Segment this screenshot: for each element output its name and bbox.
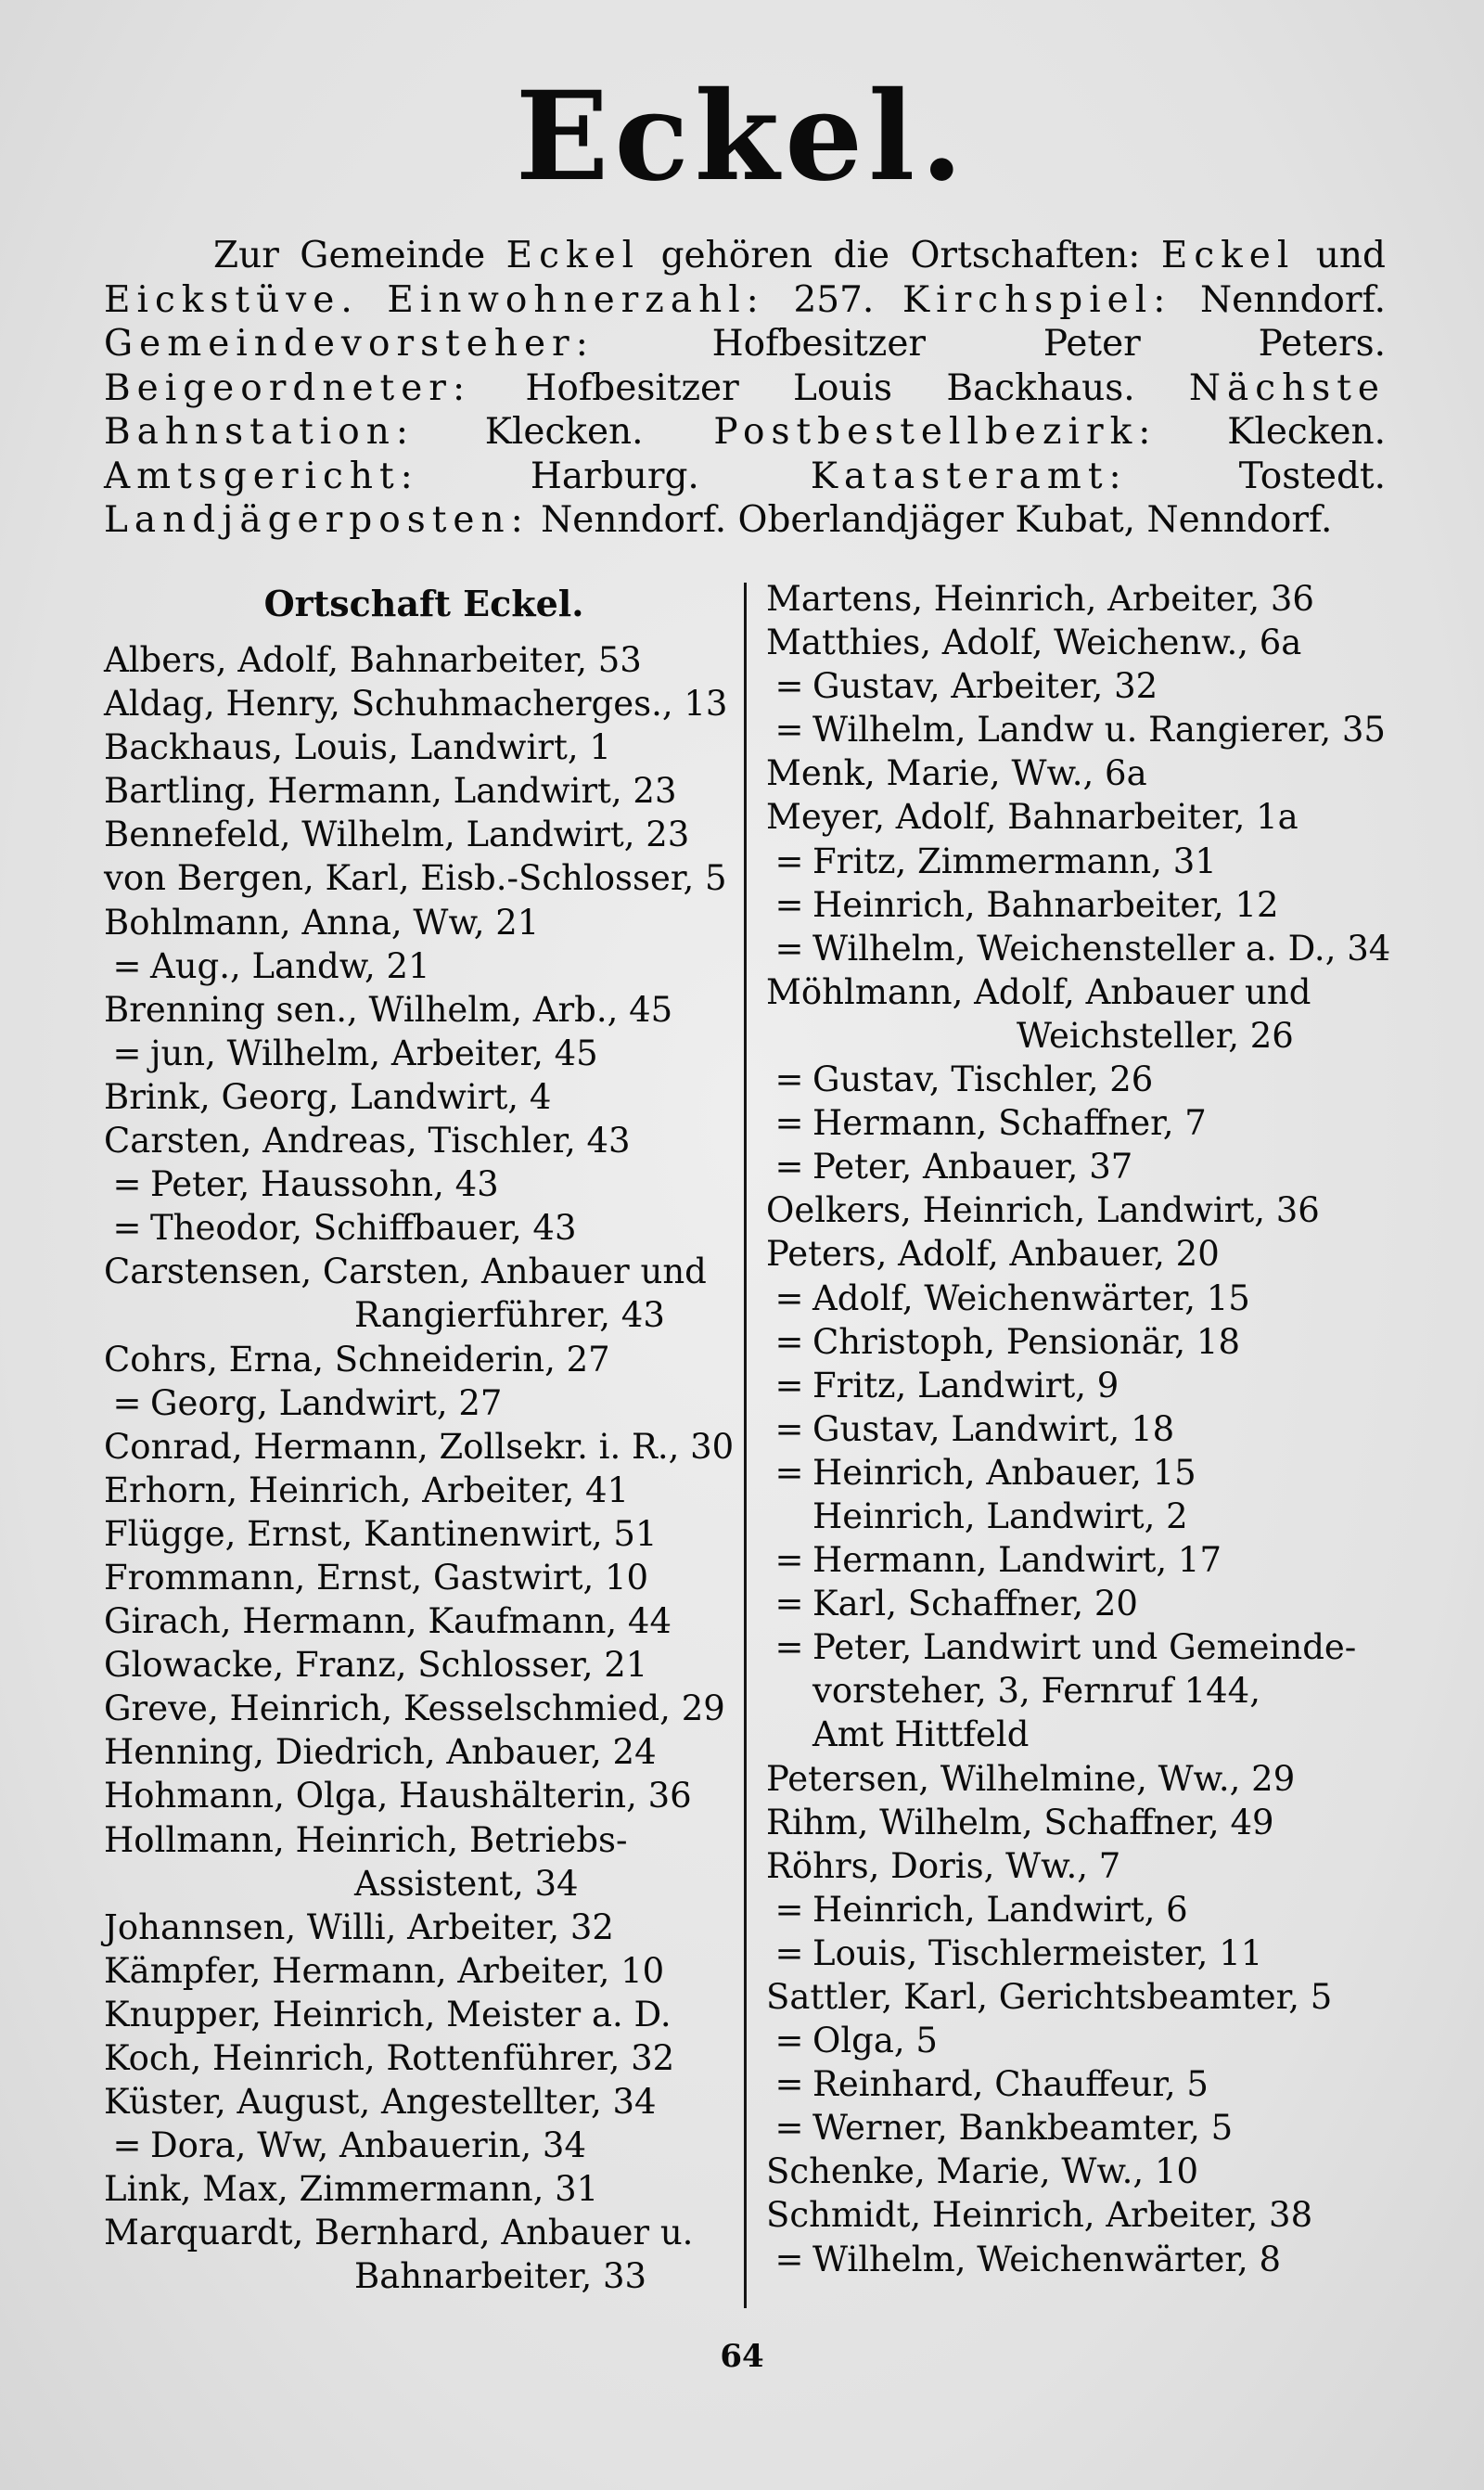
intro-spaced-term: Beigeordneter: (104, 366, 472, 409)
entry-text: jun, Wilhelm, Arbeiter, 45 (150, 1033, 598, 1073)
entry-text: Frommann, Ernst, Gastwirt, 10 (104, 1557, 649, 1598)
directory-entry (766, 1757, 1399, 1801)
intro-text-segment: Harburg. (418, 455, 811, 497)
directory-entry (104, 725, 744, 769)
directory-entry (104, 2080, 744, 2124)
ditto-mark: = (774, 1147, 804, 1187)
directory-entry (104, 682, 744, 725)
entry-text: Henning, Diedrich, Anbauer, 24 (104, 1732, 657, 1773)
ditto-mark: = (774, 1408, 804, 1449)
entry-text: Flügge, Ernst, Kantinenwirt, 51 (104, 1513, 658, 1554)
directory-entry (104, 1032, 744, 1075)
directory-entry (766, 2150, 1399, 2193)
directory-entry (104, 2036, 744, 2080)
ditto-mark: = (112, 945, 142, 986)
ditto-mark: = (774, 1627, 804, 1668)
intro-text-segment (359, 279, 388, 321)
entry-text: Cohrs, Erna, Schneiderin, 27 (104, 1339, 610, 1380)
entry-text: Hermann, Landwirt, 17 (812, 1540, 1222, 1581)
directory-entry (104, 1162, 744, 1206)
directory-entry (104, 1643, 744, 1687)
ditto-mark: = (774, 1321, 804, 1362)
ditto-mark: = (774, 1452, 804, 1493)
ditto-mark: = (774, 710, 804, 751)
entry-text: Heinrich, Anbauer, 15 (812, 1452, 1196, 1493)
entry-text: Aldag, Henry, Schuhmacherges., 13 (104, 684, 728, 725)
directory-entry (104, 1818, 744, 1862)
entry-text: Karl, Schaffner, 20 (812, 1584, 1138, 1624)
ditto-mark: = (112, 1164, 142, 1205)
directory-entry (766, 1364, 1399, 1407)
intro-spaced-term: Landjägerposten: (104, 499, 530, 541)
ditto-mark: = (774, 666, 804, 707)
entry-text: Carsten, Andreas, Tischler, 43 (104, 1121, 631, 1162)
directory-entry (766, 1538, 1399, 1582)
directory-entry (766, 1145, 1399, 1188)
directory-entry (766, 1888, 1399, 1932)
entry-text: Schenke, Marie, Ww., 10 (766, 2151, 1199, 2192)
entry-text: Gustav, Arbeiter, 32 (812, 666, 1158, 707)
directory-entry (104, 1250, 744, 1293)
ditto-mark: = (774, 2239, 804, 2279)
directory-entry (766, 708, 1399, 751)
directory-entry (766, 1407, 1399, 1451)
entry-text: Bennefeld, Wilhelm, Landwirt, 23 (104, 815, 690, 855)
intro-text-segment: Hofbesitzer Louis Backhaus. (471, 366, 1189, 409)
entry-text: Wilhelm, Weichensteller a. D., 34 (812, 928, 1391, 969)
intro-text-segment: gehören die Ortschaften: (640, 235, 1161, 276)
directory-entry (104, 1687, 744, 1730)
intro-spaced-term: Kirchspiel: (902, 278, 1172, 321)
entry-continuation (104, 2254, 744, 2298)
intro-spaced-term: Einwohnerzahl: (387, 278, 765, 321)
directory-entry (104, 1469, 744, 1512)
directory-entry (766, 795, 1399, 839)
entry-text: Oelkers, Heinrich, Landwirt, 36 (766, 1190, 1320, 1231)
directory-entry (766, 2062, 1399, 2106)
directory-entry (104, 2211, 744, 2254)
directory-entry (766, 2019, 1399, 2062)
intro-spaced-term: Eckel (505, 235, 641, 276)
entry-text: Koch, Heinrich, Rottenführer, 32 (104, 2038, 675, 2078)
intro-text-segment: Zur Gemeinde (213, 235, 506, 276)
directory-entry (766, 883, 1399, 927)
directory-entry (766, 2106, 1399, 2150)
entry-text: Olga, 5 (812, 2021, 938, 2061)
directory-entry (104, 1556, 744, 1599)
directory-entry (104, 1338, 744, 1381)
intro-spaced-term: Eickstüve. (104, 278, 359, 321)
entry-text: Menk, Marie, Ww., 6a (766, 753, 1147, 794)
entry-text: Adolf, Weichenwärter, 15 (812, 1277, 1250, 1318)
column-divider (744, 583, 747, 2308)
entry-continuation (104, 1862, 744, 1906)
directory-entry (766, 577, 1399, 621)
left-column (104, 577, 744, 2299)
directory-entry (104, 2167, 744, 2211)
intro-spaced-term: Eckel (1160, 235, 1296, 276)
entry-text: Girach, Hermann, Kaufmann, 44 (104, 1601, 672, 1642)
entry-text: Peters, Adolf, Anbauer, 20 (766, 1234, 1220, 1275)
directory-entry (104, 1730, 744, 1774)
entry-text: Peter, Anbauer, 37 (812, 1147, 1133, 1187)
intro-text-segment: Klecken. (414, 411, 714, 453)
entry-text: Johannsen, Willi, Arbeiter, 32 (104, 1906, 614, 1947)
locality-heading: Ortschaft Eckel. (263, 583, 584, 624)
entry-text: Petersen, Wilhelmine, Ww., 29 (766, 1758, 1296, 1799)
directory-entry (766, 2238, 1399, 2281)
intro-spaced-term: Amtsgericht: (104, 455, 419, 497)
ditto-mark: = (774, 928, 804, 969)
entry-text: Sattler, Karl, Gerichtsbeamter, 5 (766, 1977, 1333, 2017)
ditto-mark: = (774, 884, 804, 925)
ditto-mark: = (774, 1103, 804, 1144)
directory-entry (766, 664, 1399, 708)
directory-entry (766, 751, 1399, 795)
intro-text-segment: 257. (764, 278, 902, 321)
directory-entry (104, 1075, 744, 1119)
right-column (766, 577, 1399, 2281)
entry-text: Gustav, Tischler, 26 (812, 1059, 1154, 1100)
intro-text-segment: Nenndorf. Oberlandjäger Kubat, Nenndorf. (529, 499, 1333, 541)
entry-text: Martens, Heinrich, Arbeiter, 36 (766, 579, 1314, 619)
entry-text: Dora, Ww, Anbauerin, 34 (150, 2125, 587, 2166)
directory-entry (766, 1932, 1399, 1975)
directory-entry (766, 1625, 1399, 1669)
directory-entry (766, 970, 1399, 1014)
entry-text: Werner, Bankbeamter, 5 (812, 2108, 1234, 2149)
entry-text: Aug., Landw, 21 (150, 945, 430, 986)
entry-text: Meyer, Adolf, Bahnarbeiter, 1a (766, 797, 1298, 838)
ditto-mark: = (774, 1932, 804, 1973)
directory-entry (766, 1320, 1399, 1364)
ditto-mark: = (774, 841, 804, 881)
entry-text: Carstensen, Carsten, Anbauer und (104, 1251, 707, 1292)
entry-text: Wilhelm, Weichenwärter, 8 (812, 2239, 1282, 2279)
directory-entry (104, 856, 744, 900)
entry-text: Albers, Adolf, Bahnarbeiter, 53 (104, 640, 642, 680)
page-number: 64 (720, 2338, 764, 2375)
entry-text: Möhlmann, Adolf, Anbauer und (766, 971, 1311, 1012)
entry-text: Rihm, Wilhelm, Schaffner, 49 (766, 1802, 1274, 1842)
entry-text: Bohlmann, Anna, Ww, 21 (104, 902, 540, 943)
intro-text-segment: und (1295, 235, 1386, 276)
entry-text: Heinrich, Bahnarbeiter, 12 (812, 884, 1279, 925)
directory-entry (766, 1058, 1399, 1101)
directory-entry (104, 1774, 744, 1817)
directory-entry (766, 1188, 1399, 1232)
entry-text: Matthies, Adolf, Weichenw., 6a (766, 622, 1302, 663)
entry-text: Hollmann, Heinrich, Betriebs- (104, 1819, 628, 1860)
directory-entry (104, 1993, 744, 2036)
intro-spaced-term: Postbestellbezirk: (713, 411, 1158, 453)
entry-text: Küster, August, Angestellter, 34 (104, 2082, 657, 2123)
directory-entry (104, 1381, 744, 1425)
entry-text: Fritz, Landwirt, 9 (812, 1365, 1119, 1405)
ditto-mark: = (774, 2064, 804, 2105)
directory-entry (766, 1801, 1399, 1844)
directory-entry (104, 1206, 744, 1250)
entry-text: Heinrich, Landwirt, 2 (812, 1495, 1188, 1536)
entry-text: Wilhelm, Landw u. Rangierer, 35 (812, 710, 1386, 751)
ditto-mark: = (774, 1365, 804, 1405)
directory-entry (104, 2124, 744, 2167)
directory-entry (766, 1232, 1399, 1276)
entry-text: Hohmann, Olga, Haushälterin, 36 (104, 1776, 692, 1816)
ditto-mark: = (774, 1540, 804, 1581)
directory-entry (104, 1425, 744, 1469)
entry-text: Theodor, Schiffbauer, 43 (150, 1208, 577, 1249)
entry-text: Glowacke, Franz, Schlosser, 21 (104, 1645, 648, 1686)
directory-entry (104, 769, 744, 813)
ditto-mark: = (774, 2021, 804, 2061)
directory-entry (766, 1844, 1399, 1888)
entry-text: Erhorn, Heinrich, Arbeiter, 41 (104, 1470, 630, 1510)
entry-text: Backhaus, Louis, Landwirt, 1 (104, 727, 611, 768)
directory-entry (766, 1277, 1399, 1320)
entry-text: Knupper, Heinrich, Meister a. D. (104, 1994, 672, 2034)
entry-continuation (766, 1014, 1399, 1058)
ditto-mark: = (774, 2108, 804, 2149)
directory-entry (104, 813, 744, 856)
directory-entry (104, 988, 744, 1032)
entry-text: von Bergen, Karl, Eisb.-Schlosser, 5 (104, 858, 727, 899)
entry-text: Bahnarbeiter, 33 (354, 2256, 647, 2297)
entry-text: Reinhard, Chauffeur, 5 (812, 2064, 1209, 2105)
ditto-mark: = (112, 1208, 142, 1249)
directory-entry (766, 1495, 1399, 1538)
entry-text: Amt Hittfeld (812, 1714, 1030, 1755)
page-title: Eckel. (515, 65, 969, 209)
directory-entry (766, 2193, 1399, 2237)
directory-entry (104, 1119, 744, 1162)
directory-entry (104, 1512, 744, 1556)
entry-text: Georg, Landwirt, 27 (150, 1382, 503, 1423)
entry-text: Fritz, Zimmermann, 31 (812, 841, 1217, 881)
entry-text: Conrad, Hermann, Zollsekr. i. R., 30 (104, 1426, 735, 1467)
entry-text: Brenning sen., Wilhelm, Arb., 45 (104, 989, 673, 1030)
entry-text: Kämpfer, Hermann, Arbeiter, 10 (104, 1950, 665, 1991)
directory-entry (766, 1713, 1399, 1756)
entry-text: Heinrich, Landwirt, 6 (812, 1889, 1188, 1930)
directory-entry (104, 901, 744, 944)
ditto-mark: = (112, 2125, 142, 2166)
entry-text: Assistent, 34 (354, 1863, 579, 1904)
entry-text: Hermann, Schaffner, 7 (812, 1103, 1207, 1144)
directory-entry (104, 1906, 744, 1949)
intro-spaced-term: Nächste Bahnstation: (104, 366, 1386, 453)
ditto-mark: = (774, 1277, 804, 1318)
directory-entry (766, 1582, 1399, 1625)
entry-text: Rangierführer, 43 (354, 1295, 665, 1336)
entry-text: Link, Max, Zimmermann, 31 (104, 2169, 599, 2210)
entry-text: Greve, Heinrich, Kesselschmied, 29 (104, 1688, 725, 1729)
entry-text: Louis, Tischlermeister, 11 (812, 1932, 1263, 1973)
directory-entry (766, 840, 1399, 883)
entry-text: Schmidt, Heinrich, Arbeiter, 38 (766, 2195, 1313, 2236)
entry-text: Peter, Haussohn, 43 (150, 1164, 499, 1205)
directory-entry (766, 1451, 1399, 1495)
entry-text: Marquardt, Bernhard, Anbauer u. (104, 2213, 694, 2253)
entry-text: Brink, Georg, Landwirt, 4 (104, 1076, 552, 1117)
ditto-mark: = (112, 1382, 142, 1423)
entry-text: Peter, Landwirt und Gemeinde- (812, 1627, 1357, 1668)
municipality-intro (104, 234, 1386, 543)
directory-entry (104, 1599, 744, 1643)
directory-entry (766, 927, 1399, 970)
ditto-mark: = (112, 1033, 142, 1073)
directory-entry (104, 1949, 744, 1993)
intro-spaced-term: Gemeindevorsteher: (104, 323, 595, 365)
entry-text: Christoph, Pensionär, 18 (812, 1321, 1241, 1362)
ditto-mark: = (774, 1059, 804, 1100)
directory-entry (766, 1101, 1399, 1145)
directory-entry (766, 1669, 1399, 1713)
intro-spaced-term: Katasteramt: (810, 455, 1128, 497)
entry-text: Weichsteller, 26 (1017, 1015, 1294, 1056)
intro-text-segment: Klecken. (1157, 411, 1387, 453)
entry-text: vorsteher, 3, Fernruf 144, (812, 1671, 1260, 1712)
directory-entry (104, 638, 744, 682)
entry-continuation (104, 1293, 744, 1337)
directory-entry (766, 1975, 1399, 2019)
entry-text: Röhrs, Doris, Ww., 7 (766, 1845, 1121, 1886)
intro-text-segment: Tostedt. (1127, 455, 1386, 497)
intro-paragraph (104, 234, 1386, 543)
directory-entry (104, 944, 744, 988)
directory-entry (766, 621, 1399, 664)
entry-text: Gustav, Landwirt, 18 (812, 1408, 1175, 1449)
entry-text: Bartling, Hermann, Landwirt, 23 (104, 771, 677, 812)
ditto-mark: = (774, 1889, 804, 1930)
ditto-mark: = (774, 1584, 804, 1624)
intro-text-segment: Nenndorf. (1171, 278, 1386, 321)
intro-text-segment: Hofbesitzer Peter Peters. (594, 323, 1386, 365)
